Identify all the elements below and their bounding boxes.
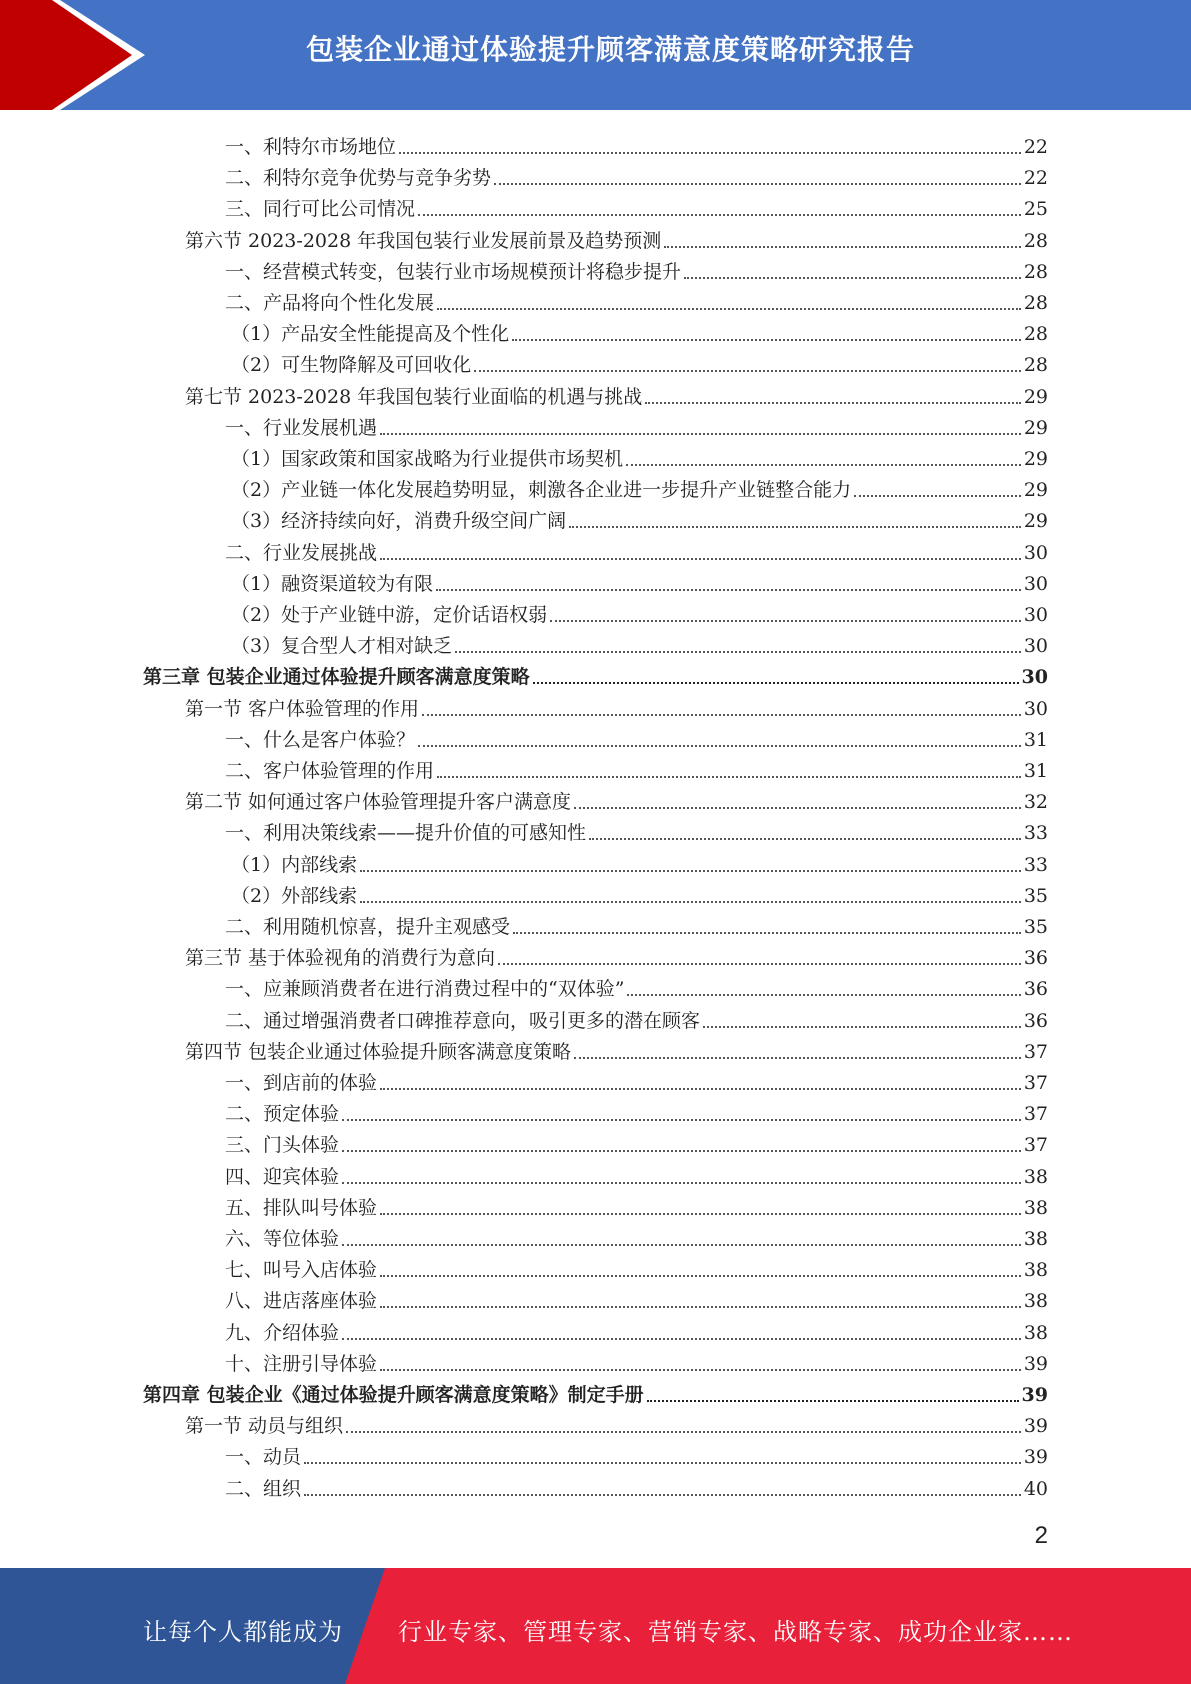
toc-entry-title: （3）经济持续向好，消费升级空间广阔 — [231, 510, 567, 532]
toc-entry-title: 第四章 包装企业《通过体验提升顾客满意度策略》制定手册 — [143, 1384, 644, 1406]
toc-dot-leader — [342, 1150, 1021, 1152]
toc-chapter-row[interactable] — [143, 1376, 1048, 1407]
toc-entry-title: 五、排队叫号体验 — [225, 1197, 378, 1219]
toc-entry-title: 二、利特尔竞争优势与竞争劣势 — [225, 167, 492, 189]
toc-entry-page: 36 — [1023, 1010, 1048, 1032]
toc-section-row[interactable] — [185, 222, 1048, 253]
toc-entry-title: 四、迎宾体验 — [225, 1166, 340, 1188]
toc-entry-page: 30 — [1023, 604, 1048, 626]
toc-dot-leader — [574, 1057, 1021, 1059]
toc-dot-leader — [589, 838, 1021, 840]
footer-slogan-left: 让每个人都能成为 — [143, 1618, 343, 1646]
toc-dot-leader — [512, 339, 1021, 341]
toc-entry-page: 38 — [1023, 1197, 1048, 1219]
toc-entry-title: 七、叫号入店体验 — [225, 1259, 378, 1281]
toc-item-row[interactable] — [225, 1438, 1048, 1469]
toc-section-row[interactable] — [185, 939, 1048, 970]
toc-item-row[interactable] — [231, 346, 1048, 377]
toc-item-row[interactable] — [225, 128, 1048, 159]
toc-section-row[interactable] — [185, 783, 1048, 814]
toc-dot-leader — [342, 1119, 1021, 1121]
toc-dot-leader — [418, 745, 1021, 747]
toc-entry-page: 33 — [1023, 854, 1048, 876]
toc-item-row[interactable] — [225, 1251, 1048, 1282]
toc-dot-leader — [360, 901, 1021, 903]
toc-item-row[interactable] — [231, 315, 1048, 346]
toc-dot-leader — [474, 370, 1021, 372]
toc-dot-leader — [574, 807, 1021, 809]
toc-entry-page: 38 — [1023, 1322, 1048, 1344]
toc-item-row[interactable] — [231, 846, 1048, 877]
toc-entry-title: 十、注册引导体验 — [225, 1353, 378, 1375]
toc-entry-title: 第六节 2023-2028 年我国包装行业发展前景及趋势预测 — [185, 230, 662, 252]
toc-entry-title: （1）融资渠道较为有限 — [231, 573, 434, 595]
toc-dot-leader — [380, 1369, 1021, 1371]
toc-entry-title: （3）复合型人才相对缺乏 — [231, 635, 453, 657]
toc-entry-title: 一、到店前的体验 — [225, 1072, 378, 1094]
toc-entry-title: （1）国家政策和国家战略为行业提供市场契机 — [231, 448, 624, 470]
toc-entry-title: 第三章 包装企业通过体验提升顾客满意度策略 — [143, 666, 530, 688]
toc-item-row[interactable] — [231, 877, 1048, 908]
toc-item-row[interactable] — [231, 596, 1048, 627]
toc-entry-page: 38 — [1023, 1228, 1048, 1250]
toc-entry-title: 二、组织 — [225, 1478, 302, 1500]
toc-entry-title: 一、动员 — [225, 1446, 302, 1468]
toc-item-row[interactable] — [225, 409, 1048, 440]
toc-entry-page: 29 — [1023, 510, 1048, 532]
toc-entry-page: 30 — [1023, 573, 1048, 595]
toc-dot-leader — [418, 214, 1021, 216]
toc-entry-page: 36 — [1023, 978, 1048, 1000]
page-footer — [0, 1568, 1191, 1684]
toc-dot-leader — [533, 682, 1019, 684]
toc-entry-title: （1）产品安全性能提高及个性化 — [231, 323, 510, 345]
toc-item-row[interactable] — [225, 1345, 1048, 1376]
toc-entry-page: 30 — [1021, 666, 1048, 688]
toc-dot-leader — [422, 714, 1021, 716]
toc-entry-page: 37 — [1023, 1041, 1048, 1063]
toc-dot-leader — [304, 1462, 1021, 1464]
toc-entry-title: （2）处于产业链中游，定价话语权弱 — [231, 604, 548, 626]
toc-entry-title: 六、等位体验 — [225, 1228, 340, 1250]
toc-entry-title: 一、什么是客户体验？ — [225, 729, 416, 751]
toc-chapter-row[interactable] — [143, 658, 1048, 689]
toc-item-row[interactable] — [225, 752, 1048, 783]
toc-dot-leader — [399, 152, 1021, 154]
footer-slogan-right: 行业专家、管理专家、营销专家、战略专家、成功企业家…… — [398, 1618, 1073, 1646]
toc-item-row[interactable] — [225, 1314, 1048, 1345]
toc-entry-title: 二、产品将向个性化发展 — [225, 292, 435, 314]
toc-entry-page: 28 — [1023, 230, 1048, 252]
toc-entry-page: 28 — [1023, 261, 1048, 283]
toc-section-row[interactable] — [185, 378, 1048, 409]
toc-dot-leader — [627, 994, 1020, 996]
toc-entry-title: 八、进店落座体验 — [225, 1290, 378, 1312]
toc-item-row[interactable] — [225, 1064, 1048, 1095]
toc-dot-leader — [346, 1431, 1021, 1433]
toc-entry-page: 28 — [1023, 292, 1048, 314]
toc-entry-title: 第七节 2023-2028 年我国包装行业面临的机遇与挑战 — [185, 386, 643, 408]
page-number: 2 — [1034, 1522, 1048, 1549]
toc-item-row[interactable] — [231, 502, 1048, 533]
toc-entry-page: 38 — [1023, 1290, 1048, 1312]
toc-entry-page: 38 — [1023, 1259, 1048, 1281]
toc-dot-leader — [437, 308, 1021, 310]
toc-entry-title: 二、行业发展挑战 — [225, 542, 378, 564]
toc-entry-page: 37 — [1023, 1072, 1048, 1094]
toc-entry-title: （2）产业链一体化发展趋势明显，刺激各企业进一步提升产业链整合能力 — [231, 479, 852, 501]
toc-dot-leader — [494, 183, 1021, 185]
toc-entry-page: 25 — [1023, 198, 1048, 220]
toc-dot-leader — [626, 464, 1021, 466]
toc-dot-leader — [684, 277, 1021, 279]
toc-dot-leader — [380, 1306, 1021, 1308]
toc-dot-leader — [380, 1275, 1021, 1277]
toc-item-row[interactable] — [225, 1095, 1048, 1126]
toc-item-row[interactable] — [225, 721, 1048, 752]
toc-entry-title: 三、同行可比公司情况 — [225, 198, 416, 220]
toc-entry-page: 31 — [1023, 760, 1048, 782]
toc-entry-page: 29 — [1023, 448, 1048, 470]
toc-entry-title: 一、利用决策线索——提升价值的可感知性 — [225, 822, 587, 844]
toc-entry-title: 二、预定体验 — [225, 1103, 340, 1125]
toc-entry-title: 二、利用随机惊喜，提升主观感受 — [225, 916, 511, 938]
toc-item-row[interactable] — [225, 253, 1048, 284]
toc-entry-page: 30 — [1023, 542, 1048, 564]
toc-item-row[interactable] — [225, 908, 1048, 939]
toc-item-row[interactable] — [231, 440, 1048, 471]
toc-dot-leader — [664, 246, 1021, 248]
toc-dot-leader — [436, 589, 1021, 591]
toc-entry-page: 33 — [1023, 822, 1048, 844]
toc-item-row[interactable] — [225, 1158, 1048, 1189]
toc-entry-page: 30 — [1023, 635, 1048, 657]
toc-entry-page: 22 — [1023, 136, 1048, 158]
toc-entry-page: 35 — [1023, 885, 1048, 907]
toc-item-row[interactable] — [225, 1470, 1048, 1501]
toc-entry-title: 第四节 包装企业通过体验提升顾客满意度策略 — [185, 1041, 572, 1063]
toc-section-row[interactable] — [185, 1033, 1048, 1064]
toc-item-row[interactable] — [225, 534, 1048, 565]
toc-dot-leader — [513, 932, 1021, 934]
toc-entry-page: 31 — [1023, 729, 1048, 751]
toc-item-row[interactable] — [225, 814, 1048, 845]
toc-entry-page: 36 — [1023, 947, 1048, 969]
toc-dot-leader — [645, 402, 1021, 404]
toc-entry-page: 30 — [1023, 698, 1048, 720]
toc-item-row[interactable] — [225, 190, 1048, 221]
toc-dot-leader — [342, 1182, 1021, 1184]
toc-entry-title: 一、应兼顾消费者在进行消费过程中的“双体验” — [225, 978, 625, 1000]
toc-entry-page: 39 — [1023, 1415, 1048, 1437]
toc-entry-page: 28 — [1023, 354, 1048, 376]
toc-entry-page: 37 — [1023, 1134, 1048, 1156]
toc-entry-title: 九、介绍体验 — [225, 1322, 340, 1344]
toc-item-row[interactable] — [231, 471, 1048, 502]
toc-item-row[interactable] — [225, 284, 1048, 315]
toc-dot-leader — [647, 1400, 1019, 1402]
toc-item-row[interactable] — [225, 1002, 1048, 1033]
toc-dot-leader — [498, 963, 1021, 965]
toc-dot-leader — [703, 1026, 1021, 1028]
toc-item-row[interactable] — [225, 1189, 1048, 1220]
toc-section-row[interactable] — [185, 1407, 1048, 1438]
toc-entry-page: 37 — [1023, 1103, 1048, 1125]
toc-item-row[interactable] — [225, 1126, 1048, 1157]
toc-entry-page: 39 — [1023, 1446, 1048, 1468]
toc-dot-leader — [854, 495, 1021, 497]
toc-entry-page: 29 — [1023, 386, 1048, 408]
toc-dot-leader — [342, 1338, 1021, 1340]
toc-entry-page: 40 — [1023, 1478, 1048, 1500]
toc-item-row[interactable] — [231, 565, 1048, 596]
report-title: 包装企业通过体验提升顾客满意度策略研究报告 — [305, 33, 915, 66]
toc-dot-leader — [380, 558, 1021, 560]
toc-entry-title: 三、门头体验 — [225, 1134, 340, 1156]
toc-entry-title: 一、经营模式转变，包装行业市场规模预计将稳步提升 — [225, 261, 682, 283]
toc-entry-title: （2）外部线索 — [231, 885, 358, 907]
toc-dot-leader — [455, 651, 1021, 653]
toc-section-row[interactable] — [185, 690, 1048, 721]
toc-entry-title: 第一节 客户体验管理的作用 — [185, 698, 420, 720]
toc-dot-leader — [360, 870, 1021, 872]
toc-dot-leader — [380, 1213, 1021, 1215]
toc-entry-page: 39 — [1023, 1353, 1048, 1375]
toc-dot-leader — [380, 1088, 1021, 1090]
page-header — [0, 0, 1191, 110]
toc-item-row[interactable] — [225, 1220, 1048, 1251]
toc-entry-title: 第三节 基于体验视角的消费行为意向 — [185, 947, 496, 969]
toc-entry-page: 32 — [1023, 791, 1048, 813]
toc-entry-page: 39 — [1021, 1384, 1048, 1406]
toc-entry-page: 29 — [1023, 479, 1048, 501]
toc-dot-leader — [342, 1244, 1021, 1246]
toc-dot-leader — [437, 776, 1021, 778]
toc-dot-leader — [380, 433, 1021, 435]
toc-entry-page: 38 — [1023, 1166, 1048, 1188]
toc-item-row[interactable] — [225, 970, 1048, 1001]
toc-item-row[interactable] — [225, 1282, 1048, 1313]
toc-item-row[interactable] — [225, 159, 1048, 190]
toc-entry-page: 28 — [1023, 323, 1048, 345]
toc-entry-title: 第二节 如何通过客户体验管理提升客户满意度 — [185, 791, 572, 813]
toc-item-row[interactable] — [231, 627, 1048, 658]
toc-entry-title: 一、利特尔市场地位 — [225, 136, 397, 158]
toc-entry-page: 35 — [1023, 916, 1048, 938]
toc-entry-page: 22 — [1023, 167, 1048, 189]
toc-dot-leader — [550, 620, 1021, 622]
toc-entry-title: 二、通过增强消费者口碑推荐意向，吸引更多的潜在顾客 — [225, 1010, 701, 1032]
toc-dot-leader — [569, 526, 1021, 528]
toc-entry-title: （1）内部线索 — [231, 854, 358, 876]
toc-entry-title: （2）可生物降解及可回收化 — [231, 354, 472, 376]
toc-entry-page: 29 — [1023, 417, 1048, 439]
toc-entry-title: 第一节 动员与组织 — [185, 1415, 344, 1437]
toc-entry-title: 二、客户体验管理的作用 — [225, 760, 435, 782]
toc-entry-title: 一、行业发展机遇 — [225, 417, 378, 439]
toc-dot-leader — [304, 1494, 1021, 1496]
